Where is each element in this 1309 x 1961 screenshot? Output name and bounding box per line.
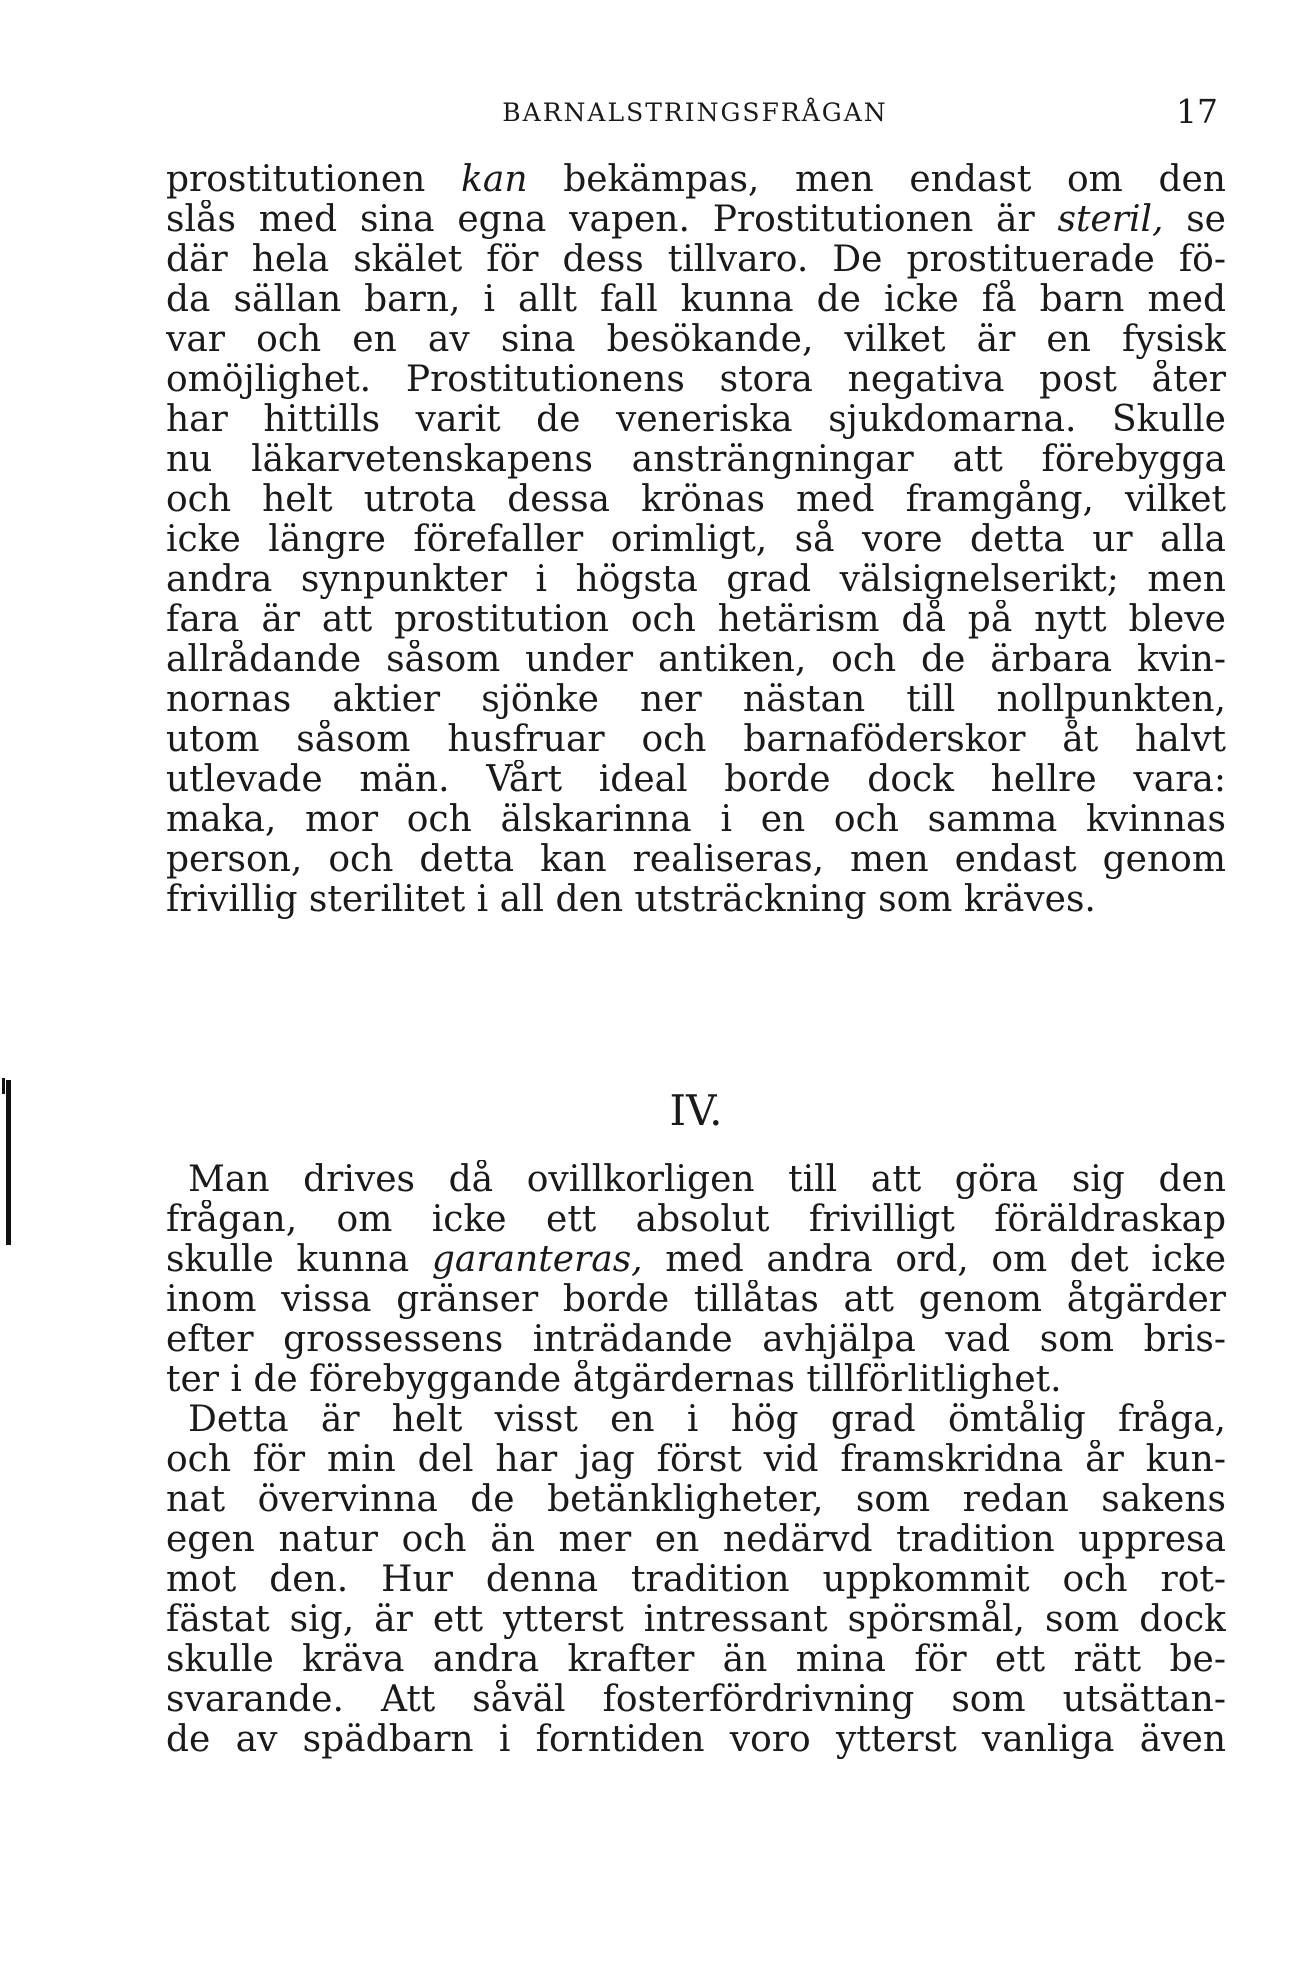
margin-mark-top	[2, 1078, 5, 1094]
text-line: Man drives då ovillkorligen till att göra sig den	[188, 1160, 1226, 1200]
text-line: egen natur och än mer en nedärvd tradition uppresa	[166, 1520, 1226, 1560]
text-line: Detta är helt visst en i hög grad ömtålig fråga,	[188, 1400, 1226, 1440]
text-line: de av spädbarn i forntiden voro ytterst vanliga även	[166, 1720, 1226, 1760]
text-line: nornas aktier sjönke ner nästan till nollpunkten,	[166, 680, 1226, 720]
text-line: allrådande såsom under antiken, och de ärbara kvin-	[166, 640, 1226, 680]
section-heading: IV.	[669, 1086, 723, 1135]
text-line: var och en av sina besökande, vilket är en fysisk	[166, 320, 1226, 360]
text-line: da sällan barn, i allt fall kunna de icke få barn med	[166, 280, 1226, 320]
text-line: fara är att prostitution och hetärism då på nytt bleve	[166, 600, 1226, 640]
text-line: skulle kräva andra krafter än mina för ett rätt be-	[166, 1640, 1226, 1680]
text-line: maka, mor och älskarinna i en och samma kvinnas	[166, 800, 1226, 840]
text-line: frivillig sterilitet i all den utsträckning som kräves.	[166, 880, 1096, 920]
text-line: efter grossessens inträdande avhjälpa vad som bris-	[166, 1320, 1226, 1360]
text-line: slås med sina egna vapen. Prostitutionen är steril, se	[166, 200, 1226, 240]
text-line: icke längre förefaller orimligt, så vore detta ur alla	[166, 520, 1226, 560]
text-line: och för min del har jag först vid framskridna år kun-	[166, 1440, 1226, 1480]
emphasis: steril,	[1057, 200, 1164, 240]
text-line: ter i de förebyggande åtgärdernas tillförlitlighet.	[166, 1360, 1062, 1400]
margin-mark	[6, 1080, 11, 1245]
text-line: svarande. Att såväl fosterfördrivning som utsättan-	[166, 1680, 1226, 1720]
text-line: har hittills varit de veneriska sjukdomarna. Skulle	[166, 400, 1226, 440]
text-line: inom vissa gränser borde tillåtas att genom åtgärder	[166, 1280, 1226, 1320]
text-line: mot den. Hur denna tradition uppkommit och rot-	[166, 1560, 1226, 1600]
text-line: person, och detta kan realiseras, men endast genom	[166, 840, 1226, 880]
text-line: frågan, om icke ett absolut frivilligt föräldraskap	[166, 1200, 1226, 1240]
page-number: 17	[1176, 92, 1218, 131]
text-line: omöjlighet. Prostitutionens stora negativa post åter	[166, 360, 1226, 400]
text-line: nat övervinna de betänkligheter, som redan sakens	[166, 1480, 1226, 1520]
paragraph-prostitution	[166, 160, 1226, 920]
text-line: nu läkarvetenskapens ansträngningar att förebygga	[166, 440, 1226, 480]
text-line: utlevade män. Vårt ideal borde dock hellre vara:	[166, 760, 1226, 800]
text-line: fästat sig, är ett ytterst intressant spörsmål, som dock	[166, 1600, 1226, 1640]
text-line: prostitutionen kan bekämpas, men endast om den	[166, 160, 1226, 200]
emphasis: kan	[461, 160, 528, 200]
text-line: utom såsom husfruar och barnaföderskor åt halvt	[166, 720, 1226, 760]
text-line: skulle kunna garanteras, med andra ord, om det icke	[166, 1240, 1226, 1280]
text-line: och helt utrota dessa krönas med framgång, vilket	[166, 480, 1226, 520]
running-head	[160, 92, 1230, 132]
emphasis: garanteras,	[431, 1240, 643, 1280]
text-line: andra synpunkter i högsta grad välsignelserikt; men	[166, 560, 1226, 600]
text-line: där hela skälet för dess tillvaro. De prostituerade fö-	[166, 240, 1226, 280]
paragraph-section-iv	[166, 1160, 1226, 1760]
running-title: BARNALSTRINGSFRÅGAN	[502, 98, 888, 127]
